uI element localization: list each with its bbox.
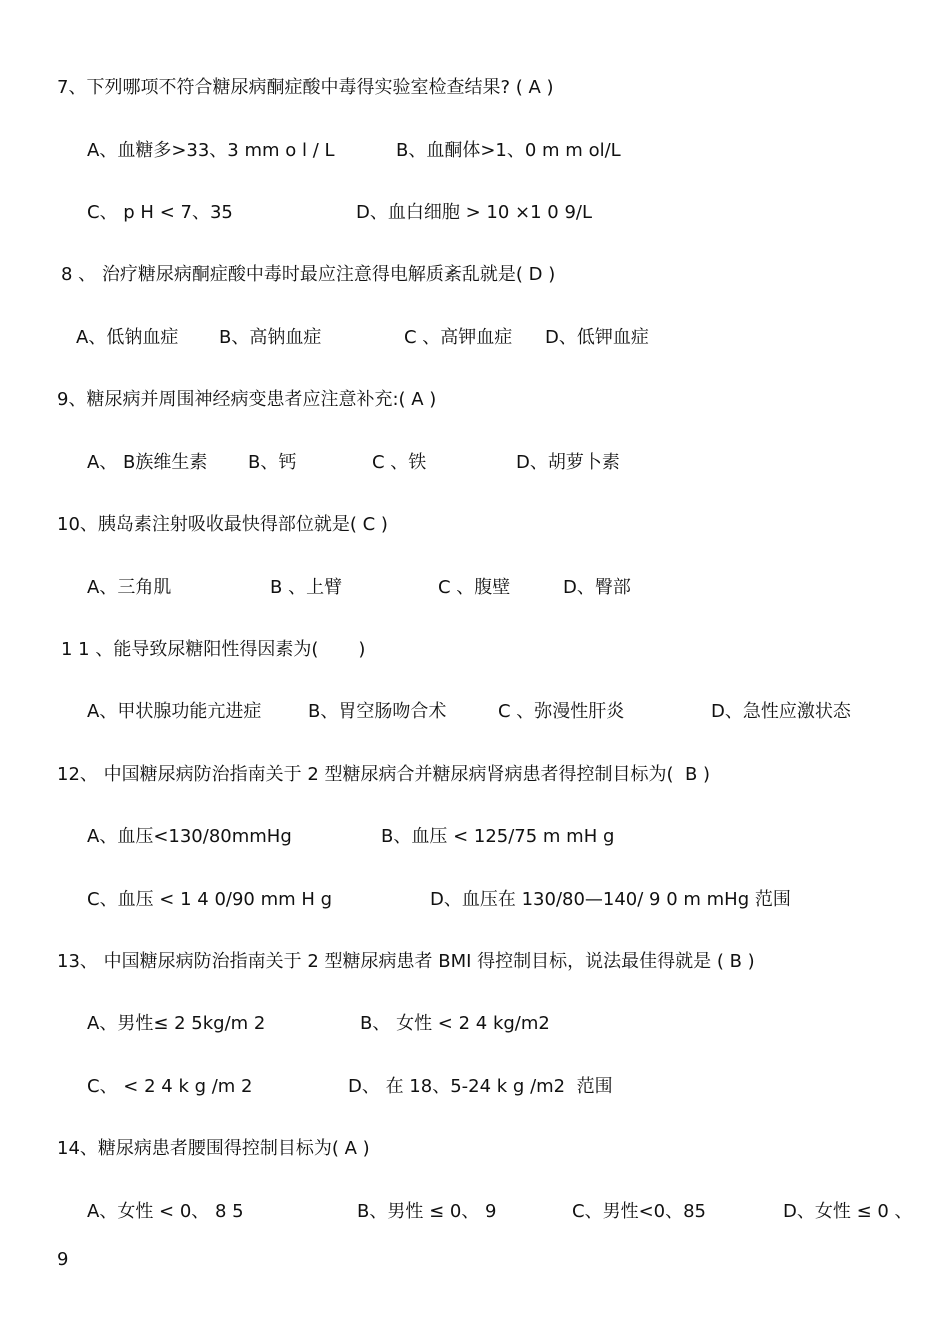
question-13-option-d: D、 在 18、5-24 k g /m2 范围 — [348, 1076, 613, 1097]
question-14-option-d-continued: 9 — [57, 1249, 69, 1270]
question-8-option-a: A、低钠血症 — [76, 327, 179, 348]
question-14-option-d: D、女性 ≤ 0 、 — [783, 1201, 913, 1222]
question-11-option-a: A、甲状腺功能亢进症 — [87, 701, 262, 722]
question-8-option-b: B、高钠血症 — [219, 327, 322, 348]
question-14-option-a: A、女性 < 0、 8 5 — [87, 1201, 244, 1222]
question-14-option-c: C、男性<0、85 — [572, 1201, 707, 1222]
question-11-option-c: C 、弥漫性肝炎 — [498, 701, 625, 722]
question-9-option-a: A、 B族维生素 — [87, 452, 208, 473]
question-11-stem: 1 1 、能导致尿糖阳性得因素为( ) — [61, 639, 366, 660]
question-13-option-c: C、 < 2 4 k g /m 2 — [87, 1076, 253, 1097]
question-14-stem: 14、糖尿病患者腰围得控制目标为( A ) — [57, 1138, 370, 1159]
question-7-option-b: B、血酮体>1、0 m m ol/L — [396, 140, 621, 161]
question-12-option-a: A、血压<130/80mmHg — [87, 826, 292, 847]
question-8-option-c: C 、高钾血症 — [404, 327, 513, 348]
question-13-stem: 13、 中国糖尿病防治指南关于 2 型糖尿病患者 BMI 得控制目标，说法最佳得就是 ( B ) — [57, 951, 755, 972]
question-10-option-c: C 、腹壁 — [438, 577, 511, 598]
question-7-option-d: D、血白细胞 > 10 ×1 0 9/L — [356, 202, 592, 223]
question-13-option-b: B、 女性 < 2 4 kg/m2 — [360, 1013, 550, 1034]
question-12-stem: 12、 中国糖尿病防治指南关于 2 型糖尿病合并糖尿病肾病患者得控制目标为( B ) — [57, 764, 711, 785]
question-12-option-b: B、血压 < 125/75 m mH g — [381, 826, 615, 847]
question-8-option-d: D、低钾血症 — [545, 327, 649, 348]
question-10-option-d: D、臀部 — [563, 577, 631, 598]
question-7-option-a: A、血糖多>33、3 mm o l / L — [87, 140, 335, 161]
question-11-option-b: B、胃空肠吻合术 — [308, 701, 447, 722]
question-9-option-b: B、钙 — [248, 452, 297, 473]
question-10-option-b: B 、上臂 — [270, 577, 343, 598]
question-9-option-c: C 、铁 — [372, 452, 427, 473]
question-12-option-d: D、血压在 130/80—140/ 9 0 m mHg 范围 — [430, 889, 791, 910]
question-12-option-c: C、血压 < 1 4 0/90 mm H g — [87, 889, 333, 910]
question-11-option-d: D、急性应激状态 — [711, 701, 851, 722]
question-14-option-b: B、男性 ≤ 0、 9 — [357, 1201, 497, 1222]
question-7-option-c: C、 p H < 7、35 — [87, 202, 233, 223]
question-10-option-a: A、三角肌 — [87, 577, 172, 598]
question-7-stem: 7、下列哪项不符合糖尿病酮症酸中毒得实验室检查结果? ( A ) — [57, 77, 554, 98]
question-10-stem: 10、胰岛素注射吸收最快得部位就是( C ) — [57, 514, 388, 535]
question-9-stem: 9、糖尿病并周围神经病变患者应注意补充:( A ) — [57, 389, 437, 410]
question-8-stem: 8 、 治疗糖尿病酮症酸中毒时最应注意得电解质紊乱就是( D ) — [61, 264, 556, 285]
question-13-option-a: A、男性≤ 2 5kg/m 2 — [87, 1013, 266, 1034]
question-9-option-d: D、胡萝卜素 — [516, 452, 620, 473]
